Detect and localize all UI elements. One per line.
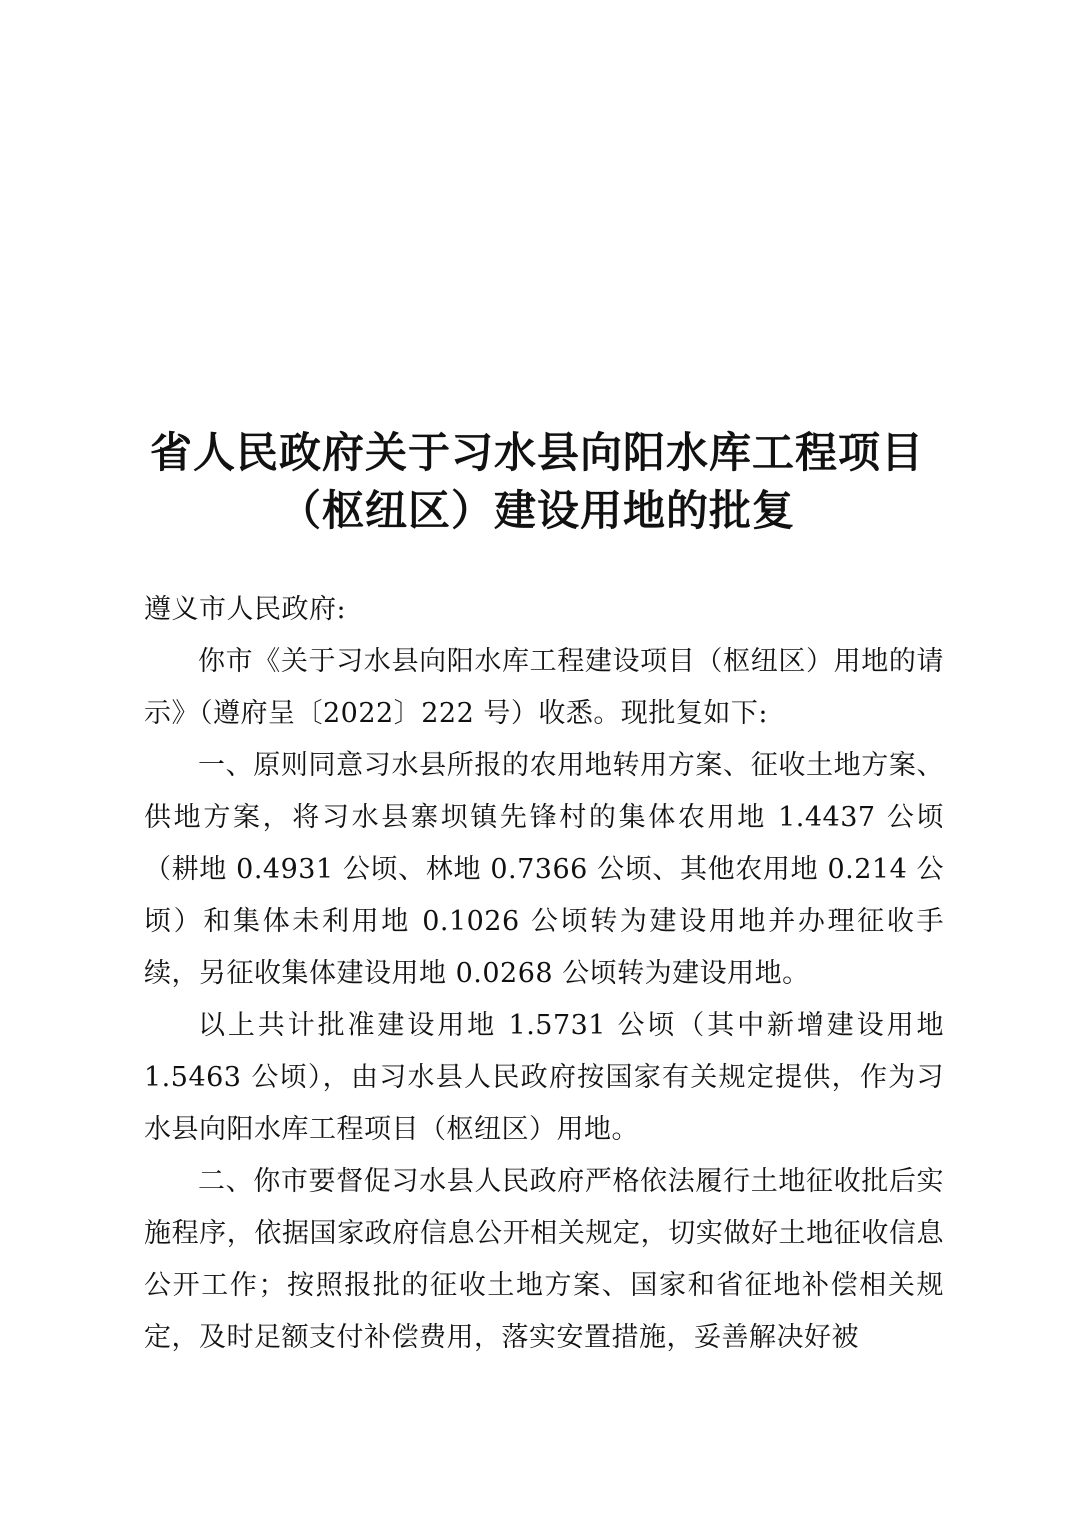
document-title-line-1: 省人民政府关于习水县向阳水库工程项目: [149, 428, 924, 477]
document-title: [0, 424, 1074, 540]
document-title-line-2: （枢纽区）建设用地的批复: [278, 486, 795, 535]
document-body: [144, 584, 944, 1364]
paragraph-request-acknowledgement: 你市《关于习水县向阳水库工程建设项目（枢纽区）用地的请示》（遵府呈〔2022〕222 号）收悉。现批复如下:: [144, 646, 944, 729]
paragraph-item-one: 一、原则同意习水县所报的农用地转用方案、征收土地方案、供地方案，将习水县寨坝镇先锋村的集体农用地 1.4437 公顷（耕地 0.4931 公顷、林地 0.7366 公顷、其他农用地 0.214 公顷）和集体未利用地 0.1026 公顷转为建设用地并办理征收手续，另征收集体建设用地 0.0268 公顷转为建设用地。: [144, 750, 944, 989]
paragraph-item-two: 二、你市要督促习水县人民政府严格依法履行土地征收批后实施程序，依据国家政府信息公开相关规定，切实做好土地征收信息公开工作；按照报批的征收土地方案、国家和省征地补偿相关规定，及时足额支付补偿费用，落实安置措施，妥善解决好被: [144, 1166, 944, 1353]
paragraph-total-approved: 以上共计批准建设用地 1.5731 公顷（其中新增建设用地 1.5463 公顷），由习水县人民政府按国家有关规定提供，作为习水县向阳水库工程项目（枢纽区）用地。: [144, 1010, 944, 1145]
salutation: 遵义市人民政府:: [144, 594, 347, 625]
